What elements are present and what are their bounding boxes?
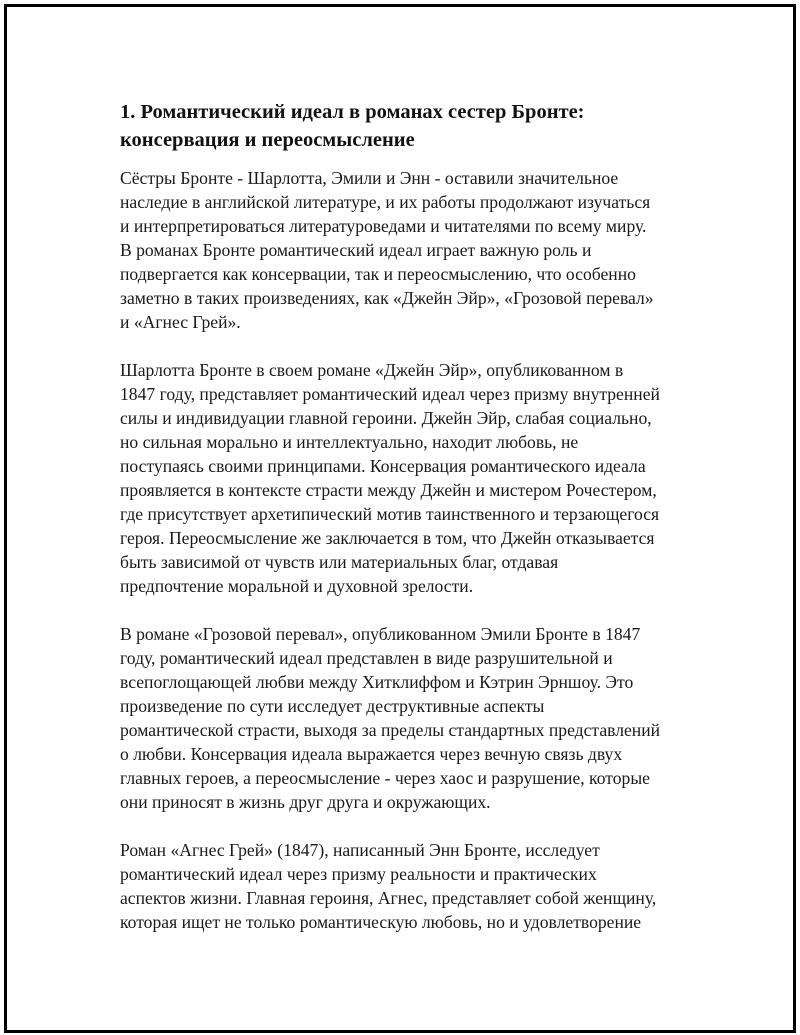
paragraph-line: В романе «Грозовой перевал», опубликованном Эмили Бронте в 1847	[120, 624, 641, 644]
paragraph-line: которая ищет не только романтическую любовь, но и удовлетворение	[120, 912, 642, 932]
paragraph-line: поступаясь своими принципами. Консервация романтического идеала	[120, 456, 646, 476]
page-frame	[4, 4, 796, 1033]
paragraph-line: силы и индивидуации главной героини. Джейн Эйр, слабая социально,	[120, 408, 652, 428]
paragraph-intro	[120, 166, 700, 334]
paragraph-line: быть зависимой от чувств или материальных благ, отдавая	[120, 552, 559, 572]
document-body	[120, 98, 700, 934]
paragraph-line: произведение по сути исследует деструктивные аспекты	[120, 696, 545, 716]
paragraph-line: подвергается как консервации, так и переосмыслению, что особенно	[120, 264, 636, 284]
paragraph-line: героя. Переосмысление же заключается в том, что Джейн отказывается	[120, 528, 655, 548]
paragraph-line: и интерпретироваться литературоведами и читателями по всему миру.	[120, 216, 647, 236]
paragraph-line: Роман «Агнес Грей» (1847), написанный Энн Бронте, исследует	[120, 840, 600, 860]
heading-line: 1. Романтический идеал в романах сестер Бронте:	[120, 101, 585, 123]
paragraph-jane-eyre	[120, 358, 700, 598]
paragraph-line: аспектов жизни. Главная героиня, Агнес, представляет собой женщину,	[120, 888, 657, 908]
paragraph-line: и «Агнес Грей».	[120, 312, 241, 332]
paragraph-line: всепоглощающей любви между Хитклиффом и Кэтрин Эрншоу. Это	[120, 672, 634, 692]
paragraph-wuthering-heights	[120, 622, 700, 814]
paragraph-agnes-grey	[120, 838, 700, 934]
paragraph-line: 1847 году, представляет романтический идеал через призму внутренней	[120, 384, 660, 404]
paragraph-line: году, романтический идеал представлен в виде разрушительной и	[120, 648, 613, 668]
paragraph-line: Шарлотта Бронте в своем романе «Джейн Эйр», опубликованном в	[120, 360, 624, 380]
paragraph-line: романтической страсти, выходя за пределы стандартных представлений	[120, 720, 661, 740]
paragraph-line: главных героев, а переосмысление - через хаос и разрушение, которые	[120, 768, 650, 788]
section-heading	[120, 98, 700, 154]
paragraph-line: проявляется в контексте страсти между Джейн и мистером Рочестером,	[120, 480, 657, 500]
paragraph-line: о любви. Консервация идеала выражается через вечную связь двух	[120, 744, 623, 764]
paragraph-line: В романах Бронте романтический идеал играет важную роль и	[120, 240, 592, 260]
paragraph-line: Сёстры Бронте - Шарлотта, Эмили и Энн - оставили значительное	[120, 168, 619, 188]
paragraph-line: где присутствует архетипический мотив таинственного и терзающегося	[120, 504, 660, 524]
paragraph-line: но сильная морально и интеллектуально, находит любовь, не	[120, 432, 579, 452]
heading-line: консервация и переосмысление	[120, 129, 415, 151]
paragraph-line: наследие в английской литературе, и их работы продолжают изучаться	[120, 192, 651, 212]
paragraph-line: они приносят в жизнь друг друга и окружающих.	[120, 792, 491, 812]
paragraph-line: романтический идеал через призму реальности и практических	[120, 864, 597, 884]
paragraph-line: заметно в таких произведениях, как «Джейн Эйр», «Грозовой перевал»	[120, 288, 654, 308]
paragraph-line: предпочтение моральной и духовной зрелости.	[120, 576, 474, 596]
